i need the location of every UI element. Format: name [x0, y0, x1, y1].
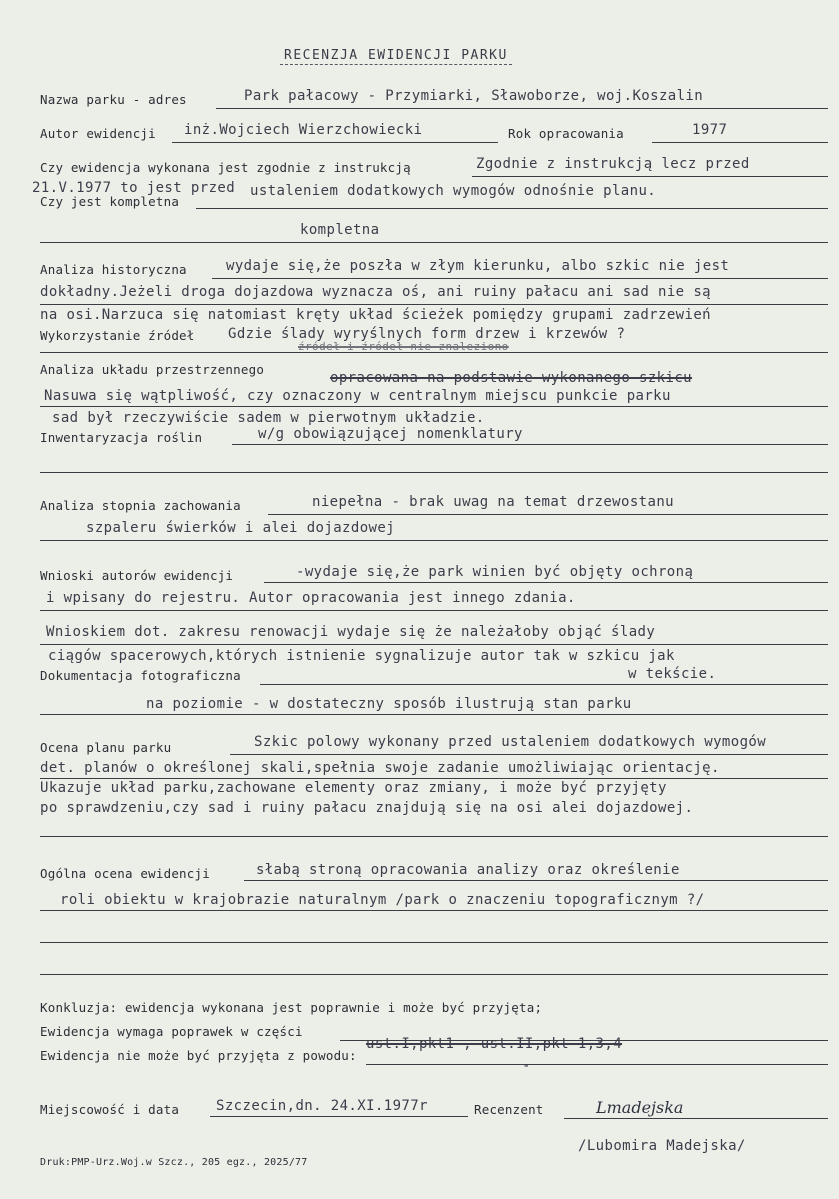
conclusions-rule-1	[264, 582, 828, 583]
spatial-rule-1	[40, 406, 828, 407]
reviewer-signature: Lmadejska	[596, 1098, 684, 1117]
overall-rule-2	[40, 910, 828, 911]
inventory-rule-2	[40, 472, 828, 473]
overall-line-1: słabą stroną opracowania analizy oraz określenie	[256, 862, 680, 878]
plan-line-1: Szkic polowy wykonany przed ustaleniem dodatkowych wymogów	[254, 734, 767, 750]
year-line	[652, 142, 828, 143]
preservation-rule-1	[268, 514, 828, 515]
year-label: Rok opracowania	[508, 126, 624, 141]
historical-line-3: na osi.Narzuca się natomiast kręty układ ścieżek pomiędzy grupami zadrzewień	[40, 307, 711, 323]
print-note: Druk:PMP-Urz.Woj.w Szcz., 205 egz., 2025/77	[40, 1157, 308, 1168]
sources-struck: źródeł i źródeł nie znaleziono	[298, 340, 509, 353]
historical-line-1: wydaje się,że poszła w złym kierunku, albo szkic nie jest	[226, 258, 730, 274]
plan-rule-2	[40, 778, 828, 779]
overall-line-2: roli obiektu w krajobrazie naturalnym /park o znaczeniu topograficznym ?/	[60, 892, 705, 908]
conclusions-line-5: w tekście.	[628, 666, 717, 682]
place-value: Szczecin,dn. 24.XI.1977r	[216, 1098, 428, 1114]
corrections-value: ust.I,pkt1 , ust.II,pkt 1,3,4	[366, 1036, 623, 1052]
photo-rule-2	[40, 714, 828, 715]
place-rule	[210, 1116, 468, 1117]
plan-line-3: Ukazuje układ parku,zachowane elementy oraz zmiany, i może być przyjęty	[40, 780, 667, 796]
photo-label: Dokumentacja fotograficzna	[40, 668, 241, 683]
reviewer-label: Recenzent	[474, 1102, 544, 1117]
inventory-rule-1	[232, 444, 828, 445]
spatial-line-1: Nasuwa się wątpliwość, czy oznaczony w centralnym miejscu punkcie parku	[44, 388, 671, 404]
complete-line-2	[40, 242, 828, 243]
reject-rule	[366, 1064, 828, 1065]
historical-label: Analiza historyczna	[40, 262, 187, 277]
park-name-line	[216, 108, 828, 109]
overall-rule-4	[40, 974, 828, 975]
spatial-struck: opracowana na podstawie wykonanego szkicu	[330, 370, 692, 386]
compliance-value-1: Zgodnie z instrukcją lecz przed	[476, 156, 750, 172]
document-title: RECENZJA EWIDENCJI PARKU	[284, 48, 508, 63]
sources-value: Gdzie ślady wyryślnych form drzew i krzewów ?	[228, 326, 626, 342]
conclusions-label: Wnioski autorów ewidencji	[40, 568, 234, 583]
plan-line-4: po sprawdzeniu,czy sad i ruiny pałacu znajdują się na osi alei dojazdowej.	[40, 800, 694, 816]
sources-label: Wykorzystanie źródeł	[40, 328, 195, 343]
complete-line-1	[196, 208, 828, 209]
plan-label: Ocena planu parku	[40, 740, 172, 755]
reviewer-name: /Lubomira Madejska/	[578, 1138, 746, 1154]
conclusions-line-3: Wnioskiem dot. zakresu renowacji wydaje się że należałoby objąć ślady	[46, 624, 656, 640]
place-label: Miejscowość i data	[40, 1102, 180, 1117]
spatial-label: Analiza układu przestrzennego	[40, 362, 265, 377]
preservation-label: Analiza stopnia zachowania	[40, 498, 241, 513]
preservation-line-2: szpaleru świerków i alei dojazdowej	[86, 520, 396, 536]
conclusions-line-2: i wpisany do rejestru. Autor opracowania jest innego zdania.	[46, 590, 576, 606]
historical-rule-2	[40, 304, 828, 305]
historical-line-2: dokładny.Jeżeli droga dojazdowa wyznacza oś, ani ruiny pałacu ani sad nie są	[40, 284, 711, 300]
inventory-label: Inwentaryzacja roślin	[40, 430, 203, 445]
historical-rule-1	[212, 278, 828, 279]
author-label: Autor ewidencji	[40, 126, 156, 141]
reject-value: -	[522, 1058, 531, 1074]
conclusions-line-4: ciągów spacerowych,których istnienie sygnalizuje autor tak w szkicu jak	[48, 648, 675, 664]
overall-rule-1	[244, 880, 828, 881]
compliance-label: Czy ewidencja wykonana jest zgodnie z instrukcją	[40, 160, 411, 175]
park-name-value: Park pałacowy - Przymiarki, Sławoborze, woj.Koszalin	[244, 88, 704, 104]
reject-label: Ewidencja nie może być przyjęta z powodu:	[40, 1048, 357, 1063]
year-value: 1977	[692, 122, 728, 138]
plan-rule-1	[230, 754, 828, 755]
compliance-line	[472, 176, 828, 177]
preservation-rule-2	[40, 540, 828, 541]
compliance-value-2a: 21.V.1977 to jest przed	[32, 180, 236, 196]
conclusions-line-1: -wydaje się,że park winien być objęty ochroną	[296, 564, 694, 580]
complete-value: kompletna	[300, 222, 380, 238]
compliance-value-2b: ustaleniem dodatkowych wymogów odnośnie planu.	[250, 183, 657, 199]
preservation-line-1: niepełna - brak uwag na temat drzewostanu	[312, 494, 674, 510]
corrections-label: Ewidencja wymaga poprawek w części	[40, 1024, 303, 1039]
overall-label: Ogólna ocena ewidencji	[40, 866, 210, 881]
corrections-rule	[340, 1040, 828, 1041]
author-value: inż.Wojciech Wierzchowiecki	[184, 122, 423, 138]
spatial-line-2: sad był rzeczywiście sadem w pierwotnym układzie.	[52, 410, 485, 426]
plan-line-2: det. planów o określonej skali,spełnia swoje zadanie umożliwiając orientację.	[40, 760, 720, 776]
overall-rule-3	[40, 942, 828, 943]
photo-value: na poziomie - w dostateczny sposób ilustrują stan parku	[146, 696, 632, 712]
inventory-value: w/g obowiązującej nomenklatury	[258, 426, 523, 442]
reviewer-rule	[564, 1118, 828, 1119]
photo-rule-1	[260, 684, 828, 685]
complete-label: Czy jest kompletna	[40, 194, 180, 209]
conclusions-rule-3	[40, 644, 828, 645]
sources-rule	[40, 352, 828, 353]
park-name-label: Nazwa parku - adres	[40, 92, 187, 107]
conclusion-statement: Konkluzja: ewidencja wykonana jest poprawnie i może być przyjęta;	[40, 1000, 543, 1015]
author-line	[172, 142, 498, 143]
plan-rule-3	[40, 836, 828, 837]
conclusions-rule-2	[40, 610, 828, 611]
